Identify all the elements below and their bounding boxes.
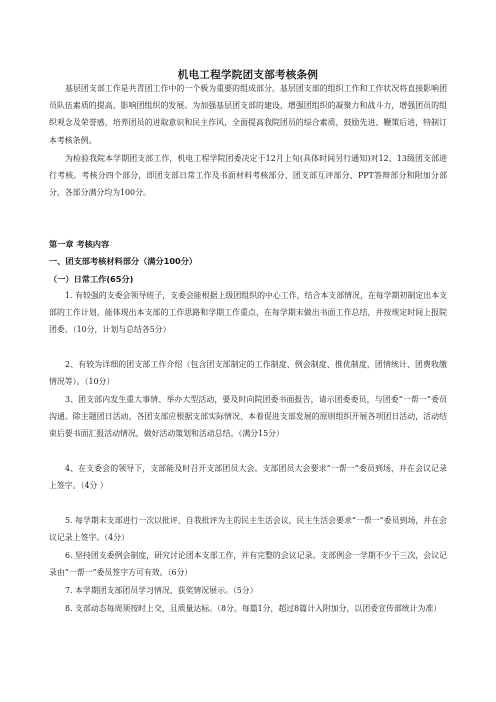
item-1: 1. 有较强的支委会领导班子，支委会能根据上级团组织的中心工作，结合本支部情况，在每学期初制定出本支部的工作计划，能体现出本支部的工作思路和学期工作重点，在每学期末做出书面工作总结，并按规定时间上报院团委。（10分，计划与总结各5分） <box>49 291 447 335</box>
document-title: 机电工程学院团支部考核条例 <box>177 69 319 81</box>
item-7: 7. 本学期团支部团员学习情况、获奖情况展示。（5分） <box>65 586 258 595</box>
item-3: 3、团支部内发生重大事情、举办大型活动，要及时向院团委书面报告，请示团委委员，与团委“一帮一”委员沟通。除主题团日活动，各团支部应根据支部实际情况、本着促进支部发展的原则组织开展各项团日活动，活动结束后要书面汇报活动情况，做好活动策划和活动总结。（满分15分） <box>49 395 447 439</box>
subsection-heading: （一）日常工作(65分) <box>49 274 134 284</box>
chapter-heading: 第一章 考核内容 <box>49 239 110 249</box>
item-6: 6. 坚持团支委例会制度，研究讨论团本支部工作，并有完整的会议记录。支部例会一学期不少于三次，会议记录由“一帮一”委员签字方可有效。（6分） <box>49 551 447 578</box>
item-4: 4、在支委会的领导下，支部能及时召开支部团员大会。支部团员大会要求“一帮一”委员到场，并在会议记录上签字。（4分 ） <box>49 464 447 491</box>
item-8: 8. 支部动态每周须按时上交，且质量达标。（8分。每篇1分，超过8篇计入附加分，以团委宣传部统计为准） <box>65 604 442 613</box>
intro-paragraph-1: 基层团支部工作是共青团工作中的一个极为重要的组成部分。基层团支部的组织工作和工作状况将直接影响团员队伍素质的提高，影响团组织的发展。为加强基层团支部的建设，增强团组织的凝聚力和战斗力，增强团员的组织观念及荣誉感，培养团员的进取意识和民主作风，全面提高我院团员的综合素质，鼓励先进、鞭策后进，特制订本考核条例。 <box>49 84 447 145</box>
item-2: 2、有较为详细的团支部工作介绍（包含团支部制定的工作制度、例会制度、推优制度，团情统计、团费收缴情况等）。（10分） <box>49 360 447 387</box>
section-heading: 一、团支部考核材料部分（满分100分） <box>49 256 198 266</box>
intro-paragraph-2: 为检验我院本学期团支部工作，机电工程学院团委决定于12月上旬(具体时间另行通知)对12、13级团支部进行考核。考核分四个部分，即团支部日常工作及书面材料考核部分、团支部互评部分、PPT答辩部分和附加分部分，各部分满分均为100分。 <box>49 154 447 198</box>
item-5: 5. 每学期末支部进行一次以批评、自我批评为主的民主生活会议，民主生活会要求“一帮一”委员到场，并在会议记录上签字。（4分） <box>49 516 447 543</box>
